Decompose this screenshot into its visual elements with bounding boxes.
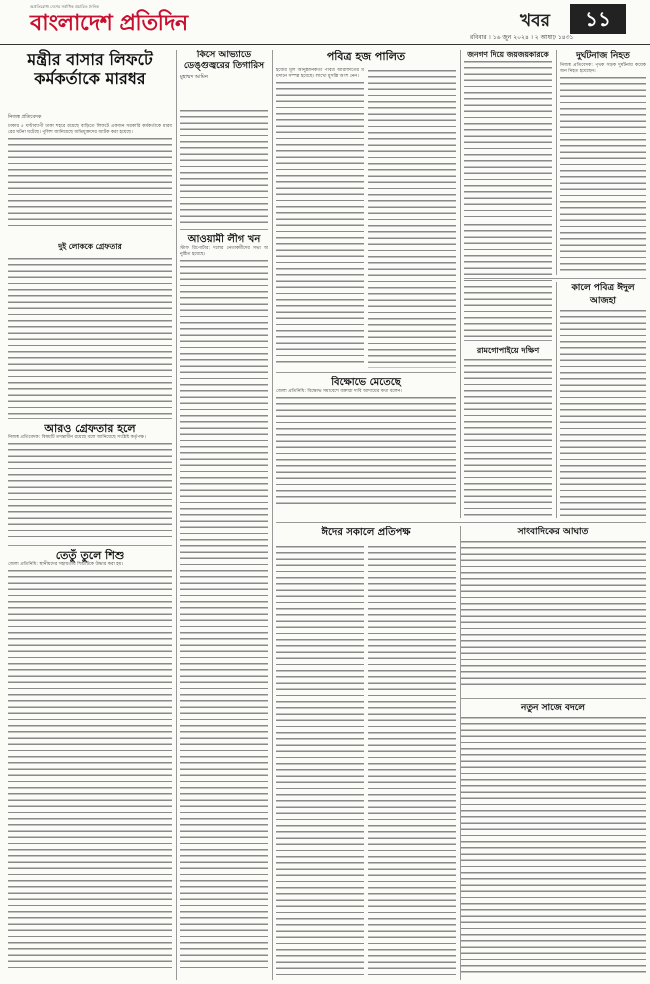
story-protest-body: জেলা প্রতিনিধি: বিক্ষোভ সমাবেশে বক্তারা দাবি আদায়ের কথা বলেন। <box>276 389 402 394</box>
story-arrest-headline: আরও গ্রেফতার হলে <box>44 422 136 435</box>
story-ramgopal-headline: রামগোপাইয়ে দক্ষিণ <box>476 346 540 355</box>
story-accident-body: নিজস্ব প্রতিবেদক: পৃথক সড়ক দুর্ঘটনায় কয়েকজন নিহত হয়েছেন। <box>560 63 646 75</box>
story-hajj-col2 <box>368 68 456 368</box>
page-number: ১১ <box>570 4 626 34</box>
story-eid-head <box>276 526 456 542</box>
story-hajj-text-2 <box>368 68 456 368</box>
divider <box>180 229 268 230</box>
lead-byline: নিজস্ব প্রতিবেদক <box>8 114 42 120</box>
story-awami-text <box>180 258 268 973</box>
story-child-text <box>8 568 172 973</box>
story-eid-al-adha <box>560 282 646 517</box>
story-protest-text <box>276 395 456 507</box>
story-hajj-body: হজের মূল আনুষ্ঠানিকতা পবিত্র আরাফাতের ময়দানে সম্পন্ন হয়েছে। লাখো মুসল্লি অংশ নেন। <box>276 68 364 80</box>
story-awami <box>180 233 268 978</box>
story-hajj-head <box>276 50 456 66</box>
story-people <box>464 50 552 220</box>
story-people-2 <box>464 222 552 338</box>
story-awami-headline: আওয়ামী লীগ খন <box>187 234 261 245</box>
column-rule <box>176 50 177 980</box>
story-dengue-byline: মুহাম্মদ আমিন <box>180 74 208 80</box>
masthead <box>0 0 650 45</box>
story-new-look-text <box>460 715 646 977</box>
story-accident-headline: দুর্ঘটনাজ নিহত <box>576 51 630 61</box>
story-eid-col1 <box>276 544 364 979</box>
lead-headline-box <box>8 50 172 108</box>
lead-body: ঢাকার ৫ ঘণ্টাব্যাপী ঢাকা শহরে রয়েছে বাড়িতে লিফটে একজন সরকারি কর্মকর্তাকে মারধরের ঘটনা ঘটেছে। পুলিশ জানিয়েছে অভিযুক্তদের আটক করা হয়েছে। <box>8 124 172 136</box>
story-eid-col2 <box>368 544 456 979</box>
story-child-body: জেলা প্রতিনিধি: স্থানীয়দের সহায়তায় শিশুটিকে উদ্ধার করা হয়। <box>8 562 124 567</box>
story-hajj-col1 <box>276 68 364 368</box>
story-protest <box>276 376 456 511</box>
story-dengue-headline: কিসে আভ্যাডে ডেঙ্গুজ্বরের তিগারিস <box>183 50 265 71</box>
column-rule <box>460 526 461 980</box>
story-dengue-body <box>180 108 268 226</box>
lead-headline: মন্ত্রীর বাসার লিফটে কর্মকর্তাকে মারধর <box>27 50 153 88</box>
story-child <box>8 549 172 979</box>
story-accident-text <box>560 75 646 275</box>
story-arrest-body: নিজস্ব প্রতিবেদক: বিষয়টি তদন্তাধীন রয়েছে বলে জানিয়েছে সংশ্লিষ্ট কর্তৃপক্ষ। <box>8 435 146 440</box>
story-arrest-text <box>8 441 172 537</box>
section-name: খবর <box>520 11 550 31</box>
story-eid-text <box>276 544 364 979</box>
lead-story-continued <box>8 240 172 415</box>
story-journalist-text <box>460 539 646 689</box>
story-people-text-2 <box>464 222 552 338</box>
newspaper-logo: বাংলাদেশ প্রতিদিন <box>30 10 188 36</box>
story-eid-al-adha-headline: কালে পবিত্র ঈদুল আজহা <box>571 283 635 306</box>
story-dengue-text <box>180 108 268 226</box>
story-protest-headline: বিক্ষোভে মেতেছে <box>331 377 401 388</box>
dateline: রবিবার । ১৬ জুন ২০২৪ । ২ আষাঢ় ১৪৩১ <box>470 34 574 41</box>
divider <box>464 278 646 279</box>
story-awami-body: স্টাফ রিপোর্টার: দলের নেতাকর্মীদের সভা অনুষ্ঠিত হয়েছে। <box>180 246 268 258</box>
divider <box>276 522 646 523</box>
lead-text-block <box>8 136 172 228</box>
story-people-text <box>464 59 552 217</box>
divider <box>276 372 456 373</box>
story-child-headline: তেতুঁ তুলে শিশু <box>55 549 125 562</box>
story-hajj-headline: পবিত্র হজ পালিত <box>326 50 406 63</box>
story-new-look-headline: নতুন সাজে বদলে <box>520 703 586 713</box>
story-eid-al-adha-text <box>560 308 646 517</box>
lead-subhead: দুই লোককে গ্রেফতার <box>58 242 122 251</box>
story-hajj-text <box>276 80 364 365</box>
story-new-look <box>460 702 646 980</box>
story-eid-headline: ঈদের সকালে প্রতিপক্ষ <box>321 527 411 538</box>
story-eid-text-2 <box>368 544 456 979</box>
story-ramgopal <box>464 344 552 519</box>
column-rule <box>272 50 273 980</box>
divider <box>8 418 172 419</box>
story-journalist <box>460 526 646 694</box>
column-rule <box>556 282 557 518</box>
divider <box>464 340 552 341</box>
story-arrest <box>8 422 172 542</box>
story-ramgopal-text <box>464 357 552 517</box>
lead-story-intro <box>8 112 172 237</box>
column-rule <box>460 50 461 518</box>
divider <box>460 698 646 699</box>
lead-text-block-2 <box>8 256 172 415</box>
column-rule <box>556 50 557 275</box>
divider <box>8 545 172 546</box>
story-dengue <box>180 50 268 106</box>
masthead-tagline: অপ্রতিরোধ্য দেশের সর্বাধিক প্রচারিত দৈনিক <box>30 4 99 9</box>
story-people-headline: জনগণ দিয়ে জয়জয়কারকে <box>467 50 549 59</box>
story-journalist-headline: সাংবাদিকের আঘাত <box>517 527 589 537</box>
story-accident <box>560 50 646 275</box>
